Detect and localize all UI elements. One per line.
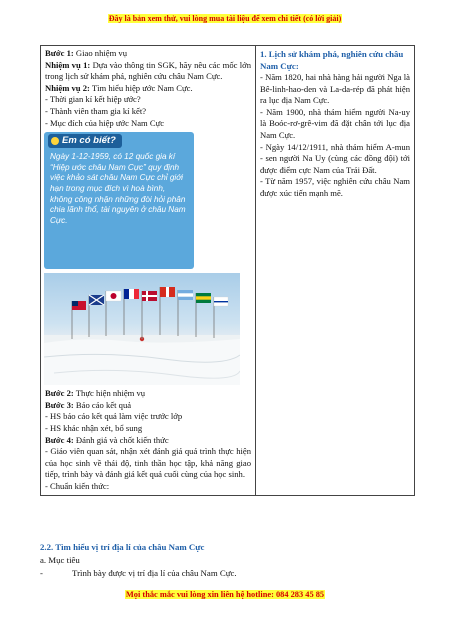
did-you-know-box	[44, 132, 194, 269]
question-2: - Thành viên tham gia kí kết?	[45, 105, 147, 116]
step1-label: Bước 1:	[45, 48, 74, 58]
task1-text: Dựa vào thông tin SGK, hãy nêu các mốc lớn trong lịch sử khám phá, nghiên cứu châu Nam Cực.	[45, 59, 251, 82]
step3-label: Bước 3:	[45, 399, 74, 410]
step2-label: Bước 2:	[45, 388, 74, 399]
step3-text: Báo cáo kết quả	[73, 399, 132, 410]
bullet-icon	[51, 137, 59, 145]
bottom-banner	[0, 590, 450, 599]
flags-illustration	[44, 273, 240, 385]
antarctic-flags-photo	[44, 273, 240, 385]
objective-text: Trình bày được vị trí địa lí của châu Nam Cực.	[72, 568, 237, 578]
report-line-2: - HS khác nhận xét, bổ sung	[45, 422, 143, 433]
activity-column	[41, 46, 256, 496]
history-item-3: - Ngày 14/12/1911, nhà thám hiểm A-mun - sen người Na Uy (cùng các đồng đội) tới được điểm cực Nam của Trái Đất.	[260, 141, 410, 175]
bottom-banner-text: Mọi thắc mắc vui lòng xin liên hệ hotline: 084 283 45 85	[125, 590, 325, 599]
lesson-table	[40, 45, 415, 496]
knowledge-column	[256, 46, 415, 496]
history-item-1: - Năm 1820, hai nhà hàng hải người Nga là Bê-linh-hao-den và La-da-rép đã phát hiện ra lục địa Nam Cực.	[260, 72, 410, 106]
history-title: 1. Lịch sử khám phá, nghiên cứu châu Nam Cực:	[260, 49, 404, 71]
history-item-2: - Năm 1900, nhà thám hiểm người Na-uy là Boóc-rơ-grê-vim đã đặt chân tới lục địa Nam Cực.	[260, 106, 410, 140]
step2-text: Thực hiện nhiệm vụ	[73, 388, 146, 399]
question-1: - Thời gian kí kết hiệp ước?	[45, 94, 141, 105]
step1-text: Giao nhiệm vụ	[73, 48, 128, 58]
did-you-know-text: Ngày 1-12-1959, có 12 quốc gia kí “Hiệp ước châu Nam Cực” quy định việc khảo sát châu Nam Cực chỉ giới hạn trong mục đích vì hoà bình, không công nhận những đòi hỏi phân chia lãnh thổ, tài nguyên ở châu Nam Cực.	[50, 152, 186, 225]
task2-text: Tìm hiểu hiệp ước Nam Cực.	[89, 82, 193, 93]
section-title: 2.2. Tìm hiểu vị trí địa lí của châu Nam Cực	[40, 542, 205, 552]
section-objective-label: a. Mục tiêu	[40, 555, 80, 565]
question-3: - Mục đích của hiệp ước Nam Cực	[45, 117, 165, 128]
history-item-4: - Từ năm 1957, việc nghiên cứu châu Nam được xúc tiến mạnh mẽ.	[260, 176, 410, 198]
objective-dash: -	[40, 568, 43, 578]
section-objective-item	[40, 567, 237, 579]
evaluation-text: - Giáo viên quan sát, nhận xét đánh giá quá trình thực hiện của học sinh về thái độ, tinh thần học tập, khả năng giao tiếp, trình bày và đánh giá kết quả cuối cùng của học sinh.	[45, 446, 251, 480]
step4-text: Đánh giá và chốt kiến thức	[73, 434, 169, 445]
task2-label: Nhiệm vụ 2:	[45, 82, 90, 93]
conclusion-line: - Chuẩn kiến thức:	[45, 480, 110, 491]
did-you-know-title	[48, 134, 122, 148]
step4-label: Bước 4:	[45, 434, 74, 445]
task1-label: Nhiệm vụ 1:	[45, 59, 91, 70]
did-you-know-title-text: Em có biết?	[62, 135, 116, 147]
top-banner	[0, 14, 450, 23]
report-line-1: - HS báo cáo kết quả làm việc trước lớp	[45, 411, 183, 422]
top-banner-text: Đây là bản xem thử, vui lòng mua tài liệu để xem chi tiết (có lời giải)	[108, 14, 342, 23]
